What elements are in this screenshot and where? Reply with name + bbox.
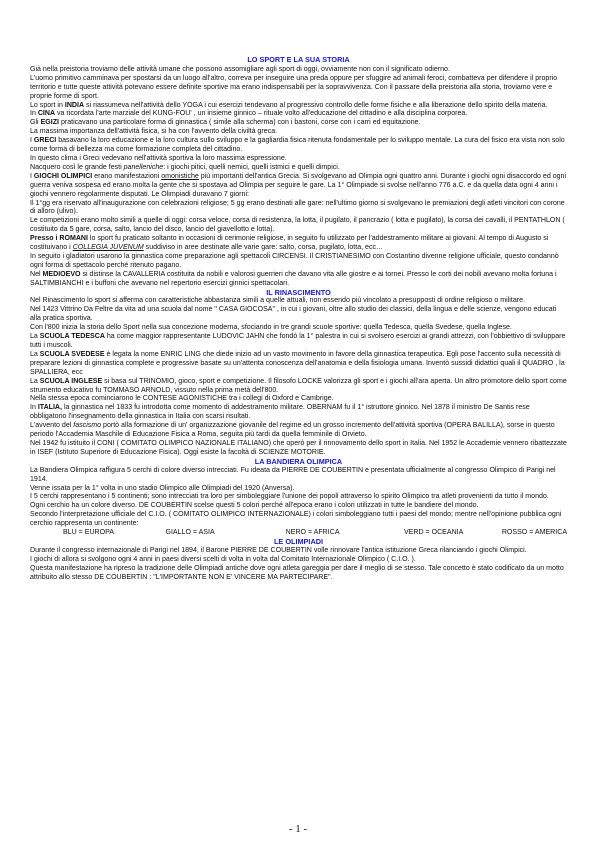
text-run: L'avvento del	[30, 422, 74, 430]
paragraph	[30, 164, 567, 173]
text-run: Gli	[30, 119, 41, 127]
text-run: ha come maggior rappresentante LUDOVIC JAHN che fondò la 1° palestra in cui si svolsero esercizi ai grandi attrezzi, con l'obbiettivo di sviluppare tutti i muscoli.	[30, 333, 566, 349]
paragraph	[30, 119, 567, 128]
paragraph	[30, 333, 567, 351]
text-run: Nel Rinascimento lo sport si afferma con caratteristiche abbastanza simili a quelle attuali, non essendo più vincolato a presupposti di ordine religioso o militare.	[30, 297, 525, 305]
text-run: La massima importanza dell'attività fisica, si ha con l'avvento della civiltà greca.	[30, 128, 278, 136]
text-run: I	[30, 172, 34, 180]
text-run: SCUOLA TEDESCA	[39, 333, 105, 341]
section-title-renaissance: IL RINASCIMENTO	[266, 287, 331, 297]
paragraph	[30, 351, 567, 378]
text-run: suddiviso in aree destinate alle varie gare: salto, corsa, pugilato, lotta, ecc…	[143, 244, 384, 252]
paragraph	[30, 102, 567, 111]
text-run: Durante il congresso internazionale di Parigi nel 1894, il Barone PIERRE DE COUBERTIN volle rinnovare l'antica istituzione Greca rilanciando i giochi Olimpici.	[30, 546, 527, 554]
text-run: ITALIA,	[37, 404, 62, 412]
page-number: - 1 -	[288, 823, 308, 835]
text-run: basavano la loro educazione e la loro cultura sullo sviluppo e la gagliardia fisica ritenuta fondamentale per lo sviluppo mentale. La cura del fisico era vista non solo come forma di bellezza ma come formazione completa del cittadino.	[30, 137, 565, 154]
paragraph	[30, 128, 567, 137]
text-run: Nacquero così le grande festi	[30, 163, 124, 171]
text-run: Già nella preistoria troviamo delle attività umane che possono assomigliare agli sport di oggi, ovviamente non con il significato odierno.	[30, 65, 450, 73]
text-run: si distinse la CAVALLERIA costituita da nobili e valorosi guerrieri che davano vita alle giostre e ai tornei. Presso le corti dei nobili avevano molta fortuna i SALTIMBIANCHI e i buffoni che avevano nel repertorio esercizi ginnici spettacolari.	[30, 270, 557, 287]
paragraph	[30, 493, 567, 502]
text-run: Questa manifestazione ha ripreso la tradizione delle Olimpiadi antiche dove ogni atleta gareggia per dare il meglio di se stesso. Tale concetto è stato codificato da un motto attribuito allo stesso DE COUBERTIN : "L'IMPORTANTE NON E' VINCERE MA PARTECIPARE".	[30, 564, 564, 581]
paragraph	[30, 467, 567, 485]
text-run: In	[30, 110, 38, 118]
text-run: Lo sport in	[30, 101, 65, 109]
text-run: praticavano una particolare forma di ginnastica ( simile alla scherma) con i bastoni, corse con i carri ed equitazione.	[58, 119, 421, 127]
section-intro	[30, 66, 567, 289]
text-run: In	[30, 404, 38, 412]
paragraph	[30, 200, 567, 218]
text-run: EGIZI	[40, 119, 59, 127]
paragraph	[30, 155, 567, 164]
text-run: COLLEGIA JUVENUM	[72, 244, 144, 252]
text-run: Le competizioni erano molto simili a quelle di oggi: corsa veloce, corsa di resistenza, la lotta, il pugilato, il pancrazio ( lotta e pugilato), la corsa dei cavalli, il PENTATHLON ( costituito da 5 gare, corsa, salto, lancio del disco, lancio del giavellotto e lotta).	[30, 217, 565, 234]
text-run: INDIA	[64, 101, 85, 109]
text-run: In questo clima i Greci vedevano nell'attività sportiva la loro massima espressione.	[30, 154, 287, 162]
paragraph	[30, 306, 567, 324]
text-run: L'uomo primitivo camminava per spostarsi da un luogo all'altro, correva per inseguire una preda oppure per sfuggire ad animali feroci, combatteva per difendere il proprio territorio e tutte queste attività potevano essere definite sportive ma erano indispensabili per la sopravvivenza. Con il passare della preistoria alla storia, troviamo vere e proprie forme di sport.	[30, 74, 558, 100]
text-run: I	[30, 137, 34, 145]
text-run: I 5 cerchi rappresentano i 5 continenti; sono intrecciati tra loro per simboleggiare l'unione dei popoli attraverso lo spirito Olimpico tra atleti provenienti da tutto il mondo.	[30, 493, 549, 501]
text-run: panelleniche	[123, 163, 164, 171]
paragraph	[30, 565, 567, 583]
text-run: erano manifestazioni	[92, 172, 162, 180]
text-run: va ricordata l'arte marziale del KUNG-FOU' , un insieme ginnico – rituale volto all'educazione del cittadino e alla disciplina corporea.	[55, 110, 468, 118]
color-entry-oceania: VERD = OCEANIA	[403, 529, 464, 537]
text-run: Il 1°gg era riservato all'inaugurazione con celebrazioni religiose; 5 gg erano destinati alle gare: nell'ultimo giorno si svolgevano le premiazioni degli atleti vincitori con corone di alloro (ulivo).	[30, 199, 565, 216]
section-olympic-flag	[30, 467, 567, 529]
section-title-olympic-flag: LA BANDIERA OLIMPICA	[254, 456, 343, 466]
color-entry-asia: GIALLO = ASIA	[165, 529, 215, 537]
text-run: Nel	[30, 270, 43, 278]
text-run: Con l'800 inizia la storia dello Sport nella sua concezione moderna, sfociando in tre grandi scuole sportive: quella Tedesca, quella Svedese, quella Inglese.	[30, 324, 512, 332]
section-renaissance	[30, 297, 567, 457]
text-run: lo sport fu praticato soltanto in occasioni di cerimonie religiose, in seguito fu utilizzato per l'addestramento militare ai giovani. Al tempo di Augusto si costituivano i	[30, 235, 549, 252]
color-entry-europe: BLU = EUROPA	[63, 529, 114, 537]
paragraph	[30, 404, 567, 422]
text-run: Nel 1942 fu istituito il CONI ( COMITATO OLIMPICO NAZIONALE ITALIANO) che operò per il rinnovamento dello sport in Italia. Nel 1952 le Accademie vennero ribattezzate in ISEF (Istituto Superiore di Educazione Fisica). Oggi esiste la facoltà di SCIENZE MOTORIE.	[30, 439, 567, 456]
text-run: La Bandiera Olimpica raffigura 5 cerchi di colore diverso intrecciati. Fu ideata da PIERRE DE COUBERTIN e presentata ufficialmente al congresso Olimpico di Parigi nel 1914.	[30, 466, 556, 483]
text-run: Venne issata per la 1° volta in uno stadio Olimpico alle Olimpiadi del 1920 (Anversa).	[30, 484, 295, 492]
document-body	[30, 56, 567, 582]
text-run: In seguito i gladiatori usarono la ginnastica come preparazione agli spettacoli CIRCENSI. Il CRISTIANESIMO con Costantino divenne religione ufficiale, questo condannò ogni forma di spettacolo perché ritenuto pagano.	[30, 252, 559, 269]
paragraph	[30, 547, 567, 556]
text-run: omonistiche	[161, 172, 199, 180]
text-run: CINA	[37, 110, 56, 118]
text-run: : i giochi pitici, quelli nemici, quelli istmici e quelli dimpici.	[163, 163, 340, 171]
paragraph	[30, 556, 567, 565]
text-run: Secondo l'interpretazione ufficiale del C.I.O. ( COMITATO OLIMPICO INTERNAZIONALE) i colori simboleggiano tutti i paesi del mondo; mentre nell'opinione pubblica ogni cerchio rappresenta un continente:	[30, 511, 562, 528]
paragraph	[30, 502, 567, 511]
paragraph	[30, 235, 567, 253]
paragraph	[30, 271, 567, 289]
paragraph	[30, 66, 567, 75]
paragraph	[30, 422, 567, 440]
text-run: Presso i ROMANI	[30, 235, 88, 243]
text-run: GIOCHI OLIMPICI	[33, 172, 93, 180]
text-run: GRECI	[33, 137, 57, 145]
text-run: la ginnastica nel 1833 fu introdotta come momento di addestramento militare. OBERNAM fu il 1° istruttore ginnico. Nel 1878 il ministro De Santis rese obbligatorio l'insegnamento della ginnastica in Italia con scarsi risultati.	[30, 404, 530, 421]
text-run: Nella stessa epoca cominciarono le CONTESE AGONISTICHE tra i collegi di Oxford e Cambrige.	[30, 395, 334, 403]
paragraph	[30, 297, 567, 306]
paragraph	[30, 378, 567, 396]
color-entry-africa: NERO = AFRICA	[285, 529, 340, 537]
text-run: più importanti dell'antica Grecia. Si svolgevano ad Olimpia ogni quattro anni. Durante i giochi ogni disaccordo ed ogni guerra veniva sospesa ed erano molta la gente che si spostava ad Olimpia per seguire le gare. La 1° Olimpiade si svolse nell'anno 776 a.C. e da quella data ogni 4 anni i giochi vennero regolarmente disputati. Le Olimpiadi duravano 7 giorni:	[30, 172, 567, 198]
paragraph	[30, 253, 567, 271]
text-run: è legata la nome ENRIC LING che diede inizio ad un vasto movimento in favore della ginnastica terapeutica. Egli pose l'accento sulla necessità di preparare lezioni di ginnastica complete e progressive basate su un'attenta conoscenza dell'anatomia e della fisiologia umana. Inventò sussidi didattici quali il QUADRO , la SPALLIERA, ecc	[30, 350, 565, 376]
paragraph	[30, 511, 567, 529]
text-run: La	[30, 377, 40, 385]
text-run: I giochi di allora si svolgono ogni 4 anni in paesi diversi scelti di volta in volta dal Comitato Internazionale Olimpico ( C.I.O. ).	[30, 555, 416, 563]
paragraph	[30, 440, 567, 458]
text-run: La	[30, 350, 40, 358]
section-title-sport-history: LO SPORT E LA SUA STORIA	[247, 55, 350, 64]
text-run: Nel 1423 Vittrino Da Feltre da vita ad una scuola dal nome " CASA GIOCOSA" , in cui i giovani, oltre allo studio dei classici, della lingua e delle scienze, vengono educati alla pratica sportiva.	[30, 306, 557, 323]
text-run: SCUOLA INGLESE	[39, 377, 103, 385]
paragraph	[30, 395, 567, 404]
text-run: Ogni cerchio ha un colore diverso. DE COUBERTIN scelse questi 5 colori perché all'epoca erano i colori utilizzati in tutte le bandiere del mondo.	[30, 502, 479, 510]
text-run: La	[30, 333, 40, 341]
text-run: fascismo	[73, 422, 102, 430]
paragraph	[30, 75, 567, 102]
paragraph	[30, 324, 567, 333]
paragraph	[30, 110, 567, 119]
text-run: SCUOLA SVEDESE	[39, 350, 105, 358]
paragraph	[30, 173, 567, 200]
text-run: portò alla formazione di un' organizzazione giovanile del regime ed un grosso incremento dell'attività sportiva (OPERA BALILLA), sorse in questo periodo l'Accademia Maschile di Educazione Fisica a Roma, seguita più tardi da quella femminile di Orvieto.	[30, 422, 555, 439]
section-olympics	[30, 547, 567, 583]
color-entry-america: ROSSO = AMERICA	[501, 529, 568, 537]
paragraph	[30, 137, 567, 155]
paragraph	[30, 217, 567, 235]
section-title-olympics: LE OLIMPIADI	[273, 536, 324, 546]
text-run: si basa sul TRINOMIO, gioco, sport e competizione. Il filosofo LOCKE valorizza gli sport e i giochi all'ara aperta. Un altro promotore dello sport come strumento educativo fu TOMMASO ARNOLD, vissuto nella prima metà dell'800.	[30, 377, 567, 394]
text-run: MEDIOEVO	[42, 270, 81, 278]
paragraph	[30, 485, 567, 494]
text-run: si riassumeva nell'attività dello YOGA i cui esercizi tendevano al progressivo controllo delle forme fisiche e alla liberazione dello spirito della materia.	[84, 101, 548, 109]
